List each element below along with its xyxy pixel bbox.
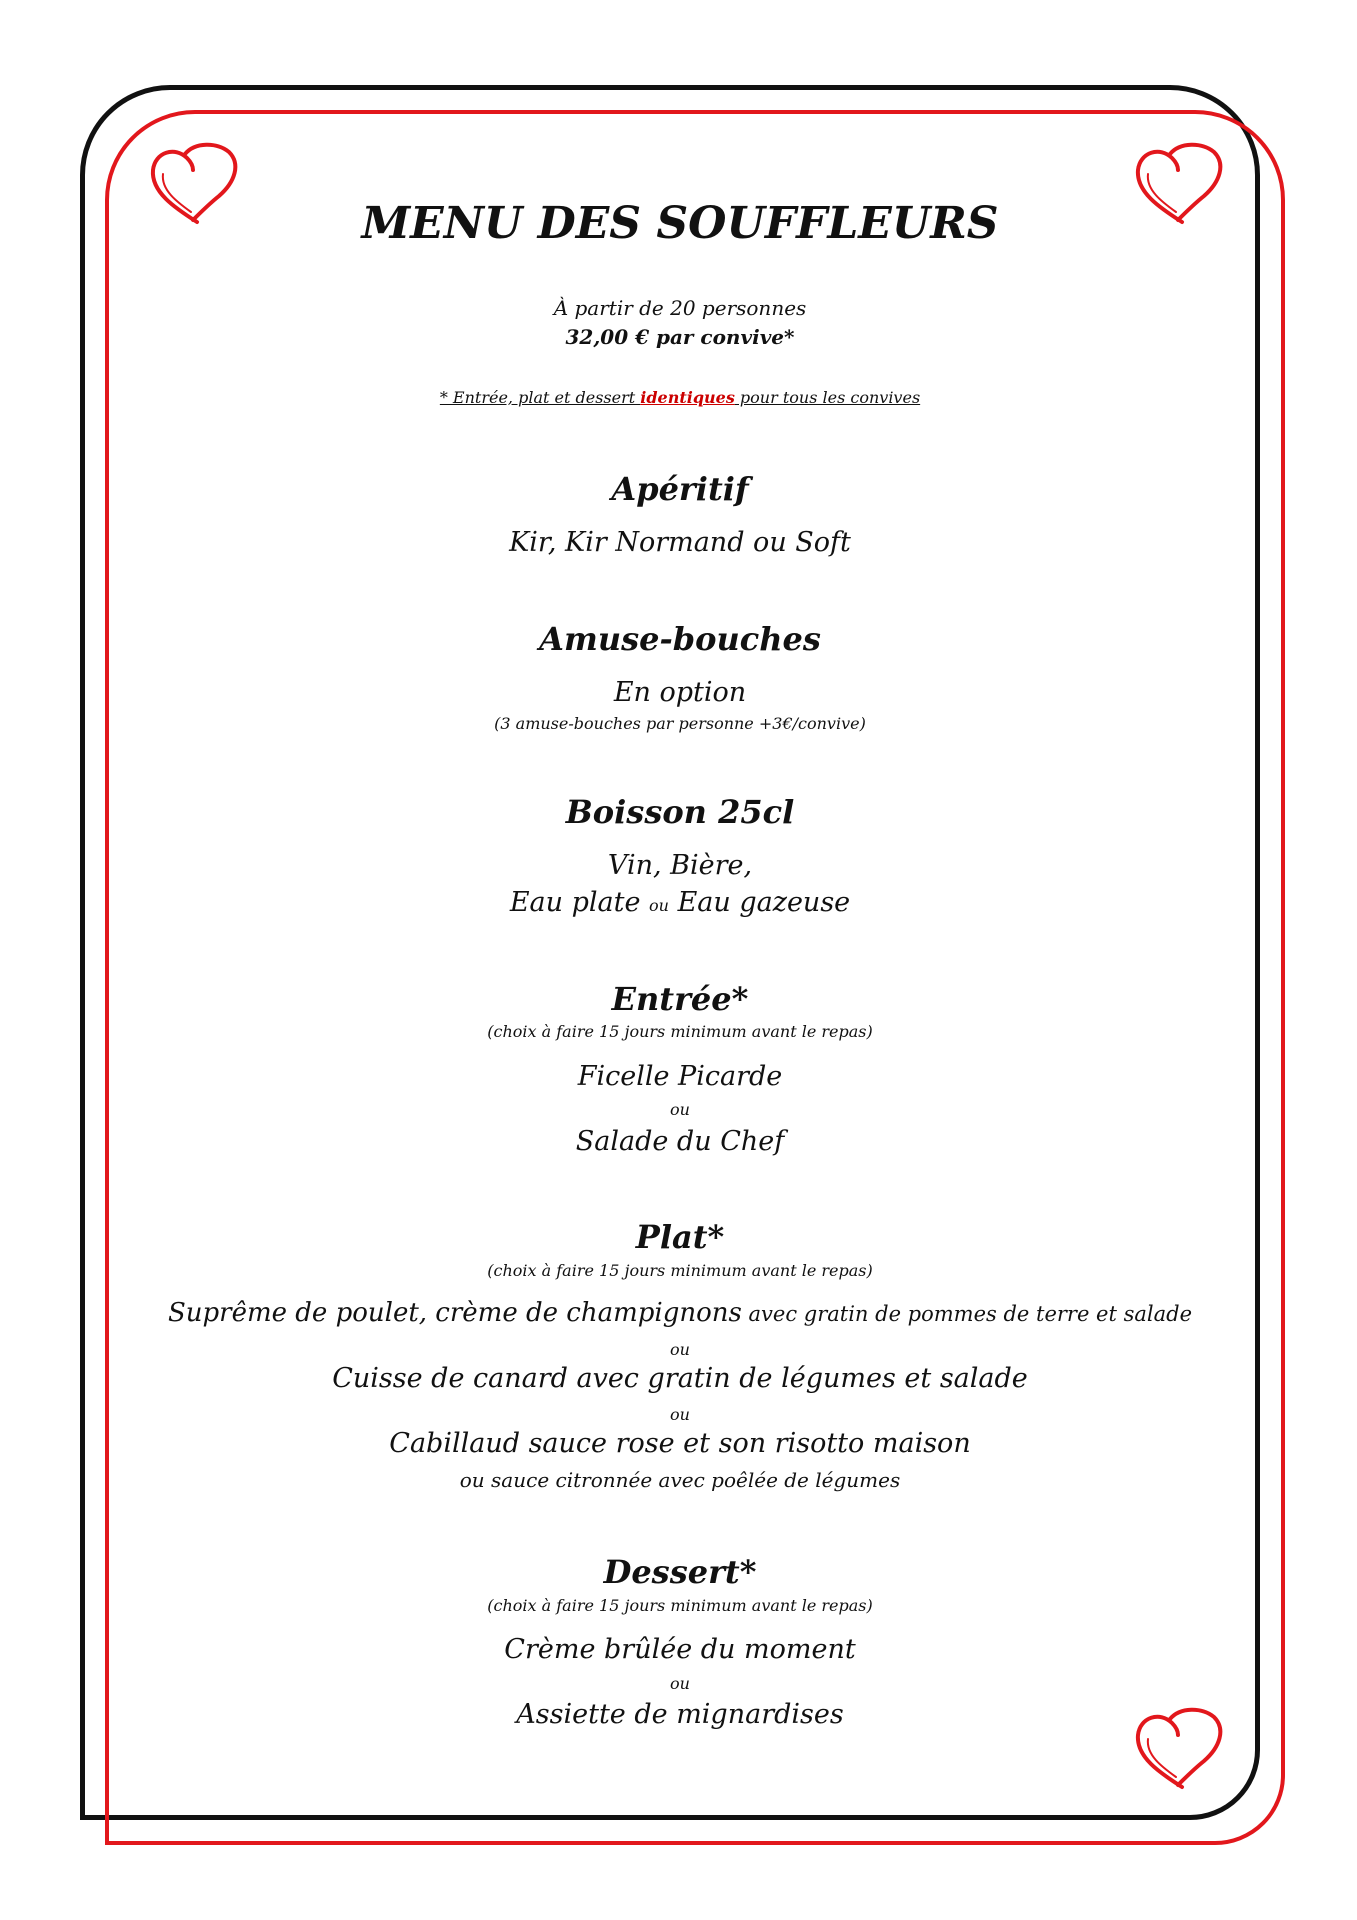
boisson-ou: ou (649, 896, 669, 915)
entree-heading: Entrée* (611, 980, 749, 1018)
entree-ou: ou (670, 1100, 690, 1119)
plat-ou-2: ou (670, 1405, 690, 1424)
boisson-line1: Vin, Bière, (607, 850, 753, 881)
boisson-heading: Boisson 25cl (565, 793, 795, 831)
plat-note: (choix à faire 15 jours minimum avant le repas) (487, 1261, 873, 1280)
aperitif-items: Kir, Kir Normand ou Soft (509, 527, 851, 558)
price-line: 32,00 € par convive* (565, 325, 795, 349)
boisson-water-sparkling: Eau gazeuse (668, 887, 851, 918)
boisson-water-plain: Eau plate (509, 887, 650, 918)
amuse-option: En option (613, 677, 747, 708)
persons-line: À partir de 20 personnes (553, 296, 807, 320)
dessert-option-2: Assiette de mignardises (516, 1699, 844, 1730)
plat-option-3-alt: ou sauce citronnée avec poêlée de légumes (459, 1468, 901, 1492)
note-highlight: identiques (640, 388, 735, 407)
plat-option-1-side: avec gratin de pommes de terre et salade (741, 1302, 1193, 1326)
plat-option-2: Cuisse de canard avec gratin de légumes et salade (332, 1363, 1028, 1394)
boisson-line2 (130, 887, 1230, 918)
dessert-option-1: Crème brûlée du moment (504, 1634, 856, 1665)
plat-option-1-main: Suprême de poulet, crème de champignons (167, 1298, 742, 1328)
plat-heading: Plat* (635, 1218, 725, 1256)
entree-option-2: Salade du Chef (575, 1126, 785, 1157)
aperitif-heading: Apéritif (611, 470, 749, 508)
dessert-heading: Dessert* (603, 1553, 757, 1591)
amuse-heading: Amuse-bouches (539, 620, 821, 658)
plat-option-3: Cabillaud sauce rose et son risotto maison (389, 1428, 971, 1459)
dessert-ou: ou (670, 1674, 690, 1693)
plat-ou-1: ou (670, 1340, 690, 1359)
menu-title: MENU DES SOUFFLEURS (361, 198, 999, 249)
note-prefix: * Entrée, plat et dessert (439, 388, 641, 407)
entree-note: (choix à faire 15 jours minimum avant le repas) (487, 1022, 873, 1041)
identical-note (130, 388, 1230, 407)
plat-option-1 (130, 1298, 1230, 1328)
note-suffix: pour tous les convives (734, 388, 921, 407)
entree-option-1: Ficelle Picarde (577, 1061, 783, 1092)
dessert-note: (choix à faire 15 jours minimum avant le repas) (487, 1596, 873, 1615)
amuse-detail: (3 amuse-bouches par personne +3€/convive) (494, 714, 866, 733)
